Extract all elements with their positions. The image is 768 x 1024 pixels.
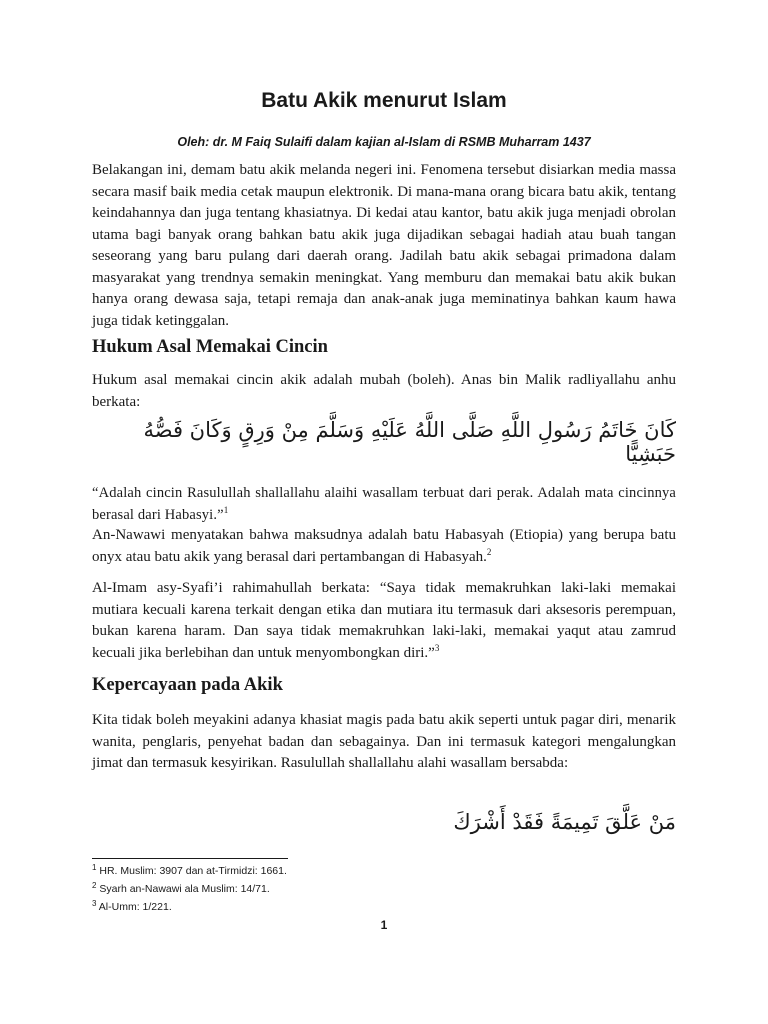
kepercayaan-paragraph: Kita tidak boleh meyakini adanya khasiat magis pada batu akik seperti untuk pagar diri, menarik wanita, penglaris, penyehat badan dan sebagainya. Dan ini termasuk kategori mengalungkan jimat dan termasuk kesyirikan. Rasulullah shallallahu alahi wasallam bersabda:	[92, 712, 676, 771]
hadith-translation-text: “Adalah cincin Rasulullah shallallahu alaihi wasallam terbuat dari perak. Adalah mata cincinnya berasal dari Habasyi.”	[92, 485, 676, 523]
section-heading-kepercayaan: Kepercayaan pada Akik	[92, 675, 283, 695]
footnote-2	[92, 883, 270, 895]
footnote-3-text: Al-Umm: 1/221.	[98, 901, 172, 913]
footnote-divider	[92, 858, 288, 859]
author-byline: Oleh: dr. M Faiq Sulaifi dalam kajian al-Islam di RSMB Muharram 1437	[177, 135, 591, 149]
footnote-2-number: 2	[92, 881, 97, 890]
page-number: 1	[380, 918, 388, 932]
footnote-2-text: Syarh an-Nawawi ala Muslim: 14/71.	[99, 883, 270, 895]
footnote-3	[92, 901, 172, 913]
footnote-1	[92, 865, 287, 877]
footnote-3-number: 3	[92, 899, 97, 908]
footnote-1-number: 1	[92, 863, 97, 872]
syafii-text: Al-Imam asy-Syafi’i rahimahullah berkata: “Saya tidak memakruhkan laki-laki memakai mutiara kecuali karena terkait dengan etika dan mutiara itu termasuk dari aksesoris perempuan, bukan karena haram. Dan saya tidak memakruhkan laki-laki, memakai yaqut atau zamrud kecuali jika berlebihan dan untuk menyombongkan diri.”	[92, 580, 676, 661]
hadith-arabic-text: كَانَ خَاتَمُ رَسُولِ اللَّهِ صَلَّى اللَّهُ عَلَيْهِ وَسَلَّمَ مِنْ وَرِقٍ وَكَانَ فَصُّهُ حَبَشِيًّا	[143, 418, 676, 466]
section-heading-hukum: Hukum Asal Memakai Cincin	[92, 337, 328, 357]
intro-paragraph: Belakangan ini, demam batu akik melanda negeri ini. Fenomena tersebut disiarkan media massa secara masif baik media cetak maupun elektronik. Di mana-mana orang bicara batu akik, tentang keindahannya dan juga tentang khasiatnya. Di kedai atau kantor, batu akik juga menjadi obrolan utama bagi banyak orang bahkan batu akik juga dijadikan sebagai hadiah atau buah tangan seseorang yang baru pulang dari daerah orang. Jadilah batu akik sebagai primadona dalam masyarakat yang trendnya semakin meningkat. Yang memburu dan memakai batu akik bukan hanya orang dewasa saja, tetapi remaja dan anak-anak juga meminatinya bahkan kaum hawa juga tidak ketinggalan.	[92, 162, 676, 329]
document-title: Batu Akik menurut Islam	[261, 89, 507, 112]
nawawi-paragraph	[92, 525, 676, 568]
footnote-1-text: HR. Muslim: 3907 dan at-Tirmidzi: 1661.	[99, 865, 287, 877]
hadith-arabic-shirk: مَنْ عَلَّقَ تَمِيمَةً فَقَدْ أَشْرَكَ	[453, 810, 676, 834]
syafii-paragraph	[92, 578, 676, 664]
hadith-translation	[92, 483, 676, 526]
footnote-ref-2[interactable]: 2	[486, 546, 492, 557]
nawawi-text: An-Nawawi menyatakan bahwa maksudnya adalah batu Habasyah (Etiopia) yang berupa batu onyx atau batu akik yang berasal dari pertambangan di Habasyah.	[92, 527, 676, 565]
hukum-lead-paragraph: Hukum asal memakai cincin akik adalah mubah (boleh). Anas bin Malik radliyallahu anhu berkata:	[92, 372, 676, 410]
footnote-ref-1[interactable]: 1	[223, 504, 229, 515]
footnote-ref-3[interactable]: 3	[434, 642, 440, 653]
